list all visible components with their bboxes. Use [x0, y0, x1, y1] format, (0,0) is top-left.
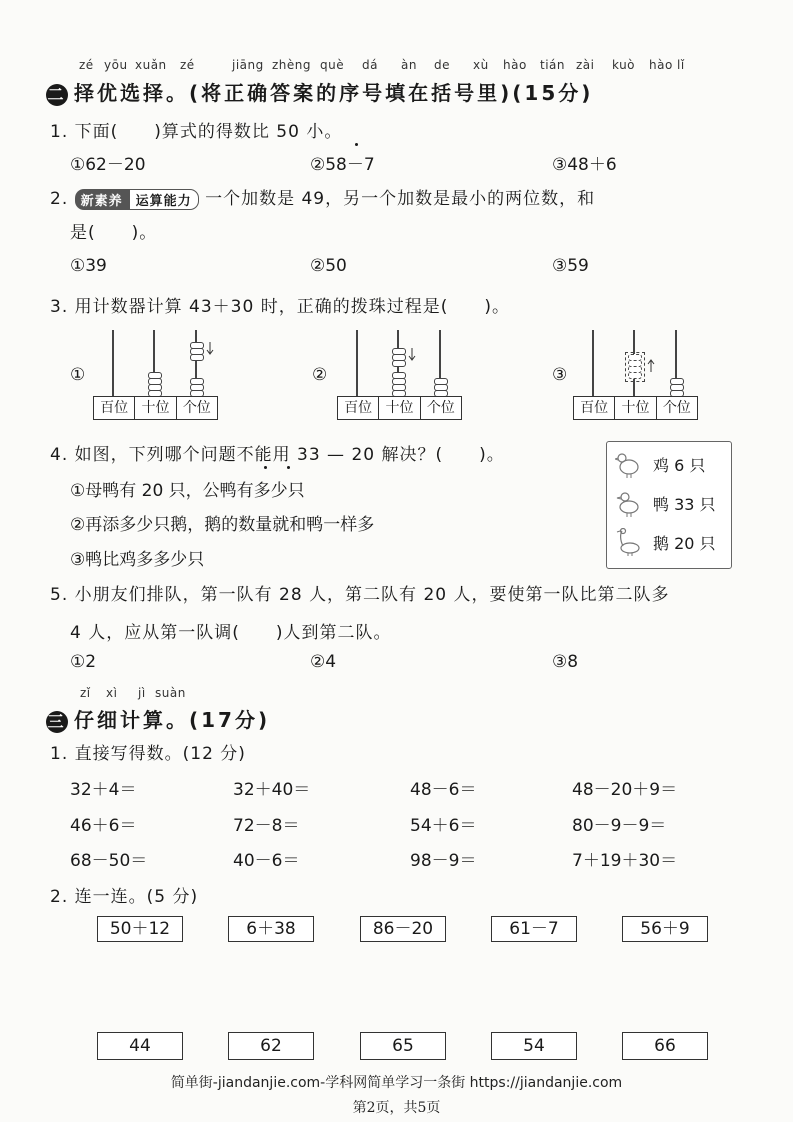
- chicken-icon: [615, 450, 641, 478]
- section2-title: [46, 77, 593, 106]
- abacus-base: [337, 396, 462, 420]
- bead: [670, 384, 684, 391]
- arrow-down-icon: [408, 348, 416, 362]
- option-1: ①39: [70, 256, 107, 276]
- section-title-text: 仔细计算。(17分): [74, 708, 271, 732]
- bead: [190, 354, 204, 361]
- pinyin: zǐ: [80, 686, 91, 700]
- pinyin: hào: [649, 58, 673, 72]
- section-title-text: 择优选择。(将正确答案的序号填在括号里)(15分): [74, 81, 594, 105]
- bead: [392, 348, 406, 355]
- bead: [190, 342, 204, 349]
- question-5: 5. 小朋友们排队，第一队有 28 人，第二队有 20 人，要使第一队比第二队多: [50, 585, 670, 605]
- match-answer-box[interactable]: 65: [360, 1032, 446, 1060]
- goose-icon: [615, 528, 641, 556]
- bead: [392, 360, 406, 367]
- abacus-rod: [356, 330, 358, 396]
- calc-item: 54＋6＝: [410, 816, 477, 836]
- calc-item: 72－8＝: [233, 816, 300, 836]
- bead: [392, 354, 406, 361]
- calc-item: 40－6＝: [233, 851, 300, 871]
- bead: [148, 384, 162, 391]
- option-2: ②50: [310, 256, 347, 276]
- bead: [434, 384, 448, 391]
- match-answer-box[interactable]: 44: [97, 1032, 183, 1060]
- abacus-rod: [592, 330, 594, 396]
- question-2: [50, 184, 595, 210]
- place-label: 百位: [94, 397, 135, 419]
- calc-item: 46＋6＝: [70, 816, 137, 836]
- place-label: 十位: [135, 397, 176, 419]
- match-expression-box[interactable]: 50＋12: [97, 916, 183, 942]
- calc-item: 80－9－9＝: [572, 816, 667, 836]
- option-1: ①62－20: [70, 155, 146, 175]
- pinyin: àn: [401, 58, 417, 72]
- question-text: 一个加数是 49，另一个加数是最小的两位数，和: [205, 189, 596, 209]
- abacus-rod: [112, 330, 114, 396]
- option-3: ③鸭比鸡多多少只: [70, 550, 205, 570]
- bead: [434, 378, 448, 385]
- dashed-frame: [625, 352, 645, 382]
- calc-item: 98－9＝: [410, 851, 477, 871]
- question-1: 1. 下面( )算式的得数比 50 小。: [50, 122, 343, 142]
- pinyin: jiāng: [232, 58, 264, 72]
- match-answer-box[interactable]: 66: [622, 1032, 708, 1060]
- abacus-base: [93, 396, 218, 420]
- emphasis-dot: [355, 143, 358, 146]
- question-2-line2: 是( )。: [70, 223, 158, 243]
- calc-item: 32＋4＝: [70, 780, 137, 800]
- option-2: ②4: [310, 652, 337, 672]
- legend-text: 鹅 20 只: [653, 533, 716, 553]
- calc-item: 48－6＝: [410, 780, 477, 800]
- question-4: 4. 如图，下列哪个问题不能用 33 — 20 解决？( )。: [50, 445, 505, 465]
- place-label: 个位: [182, 400, 211, 416]
- abacus-option-3: [573, 330, 698, 420]
- question-3: 3. 用计数器计算 43＋30 时，正确的拨珠过程是( )。: [50, 297, 510, 317]
- pinyin: lǐ: [677, 58, 685, 72]
- match-expression-box[interactable]: 6＋38: [228, 916, 314, 942]
- abacus-option-label: ③: [552, 365, 568, 385]
- place-label: 百位: [574, 397, 615, 419]
- option-1: ①母鸭有 20 只，公鸭有多少只: [70, 481, 305, 501]
- pinyin: zé: [79, 58, 94, 72]
- legend-text: 鸭 33 只: [653, 494, 716, 514]
- bead: [190, 348, 204, 355]
- match-expression-box[interactable]: 61－7: [491, 916, 577, 942]
- pinyin: xì: [106, 686, 118, 700]
- match-answer-box[interactable]: 62: [228, 1032, 314, 1060]
- bead: [392, 384, 406, 391]
- pinyin: suàn: [155, 686, 186, 700]
- legend-row: [615, 528, 716, 556]
- animal-legend: [606, 441, 732, 569]
- option-3: ③59: [552, 256, 589, 276]
- pinyin: dá: [362, 58, 378, 72]
- calc-item: 48－20＋9＝: [572, 780, 678, 800]
- arrow-down-icon: [206, 342, 214, 356]
- emphasis-dot: [264, 466, 267, 469]
- pinyin: zài: [576, 58, 595, 72]
- abacus-option-2: [337, 330, 462, 420]
- bead: [148, 378, 162, 385]
- bead: [670, 378, 684, 385]
- bead: [190, 378, 204, 385]
- watermark: 简单街-jiandanjie.com-学科网简单学习一条街 https://jiandanjie.com: [170, 1075, 623, 1091]
- page-number: 第2页，共5页: [352, 1100, 441, 1116]
- option-2: ②58－7: [310, 155, 375, 175]
- calc-item: 68－50＝: [70, 851, 148, 871]
- legend-text: 鸡 6 只: [653, 455, 706, 475]
- section3-title: [46, 704, 270, 733]
- question-number: 2.: [50, 189, 69, 209]
- place-label: 个位: [662, 400, 691, 416]
- abacus-base: [573, 396, 698, 420]
- match-expression-box[interactable]: 56＋9: [622, 916, 708, 942]
- emphasis-dot: [287, 466, 290, 469]
- pinyin: hào: [503, 58, 527, 72]
- calc-question-1: 1. 直接写得数。(12 分): [50, 744, 246, 764]
- place-label: 百位: [338, 397, 379, 419]
- calc-question-2: 2. 连一连。(5 分): [50, 887, 199, 907]
- pinyin: xù: [473, 58, 489, 72]
- pinyin: què: [320, 58, 345, 72]
- abacus-option-label: ①: [70, 365, 86, 385]
- option-3: ③48＋6: [552, 155, 617, 175]
- pinyin: de: [434, 58, 450, 72]
- pinyin: zé: [180, 58, 195, 72]
- abacus-option-label: ②: [312, 365, 328, 385]
- section-number-badge: 二: [47, 84, 67, 104]
- bead: [190, 384, 204, 391]
- option-2: ②再添多少只鹅，鹅的数量就和鸭一样多: [70, 515, 375, 535]
- bead: [148, 372, 162, 379]
- match-expression-box[interactable]: 86－20: [360, 916, 446, 942]
- pinyin: yōu: [104, 58, 128, 72]
- pinyin: kuò: [612, 58, 636, 72]
- bead: [392, 378, 406, 385]
- bead: [392, 372, 406, 379]
- calc-item: 32＋40＝: [233, 780, 311, 800]
- pinyin: zhèng: [272, 58, 312, 72]
- calc-item: 7＋19＋30＝: [572, 851, 678, 871]
- legend-row: [615, 450, 705, 478]
- option-3: ③8: [552, 652, 579, 672]
- place-label: 十位: [615, 397, 656, 419]
- question-5-line2: 4 人，应从第一队调( )人到第二队。: [70, 623, 392, 643]
- pinyin: xuǎn: [135, 58, 167, 72]
- legend-row: [615, 489, 716, 517]
- section-number-badge: 三: [47, 711, 67, 731]
- skill-tag: 运算能力: [129, 189, 199, 210]
- place-label: 十位: [379, 397, 420, 419]
- new-literacy-tag: 新素养: [75, 189, 129, 210]
- arrow-up-icon: [647, 358, 655, 372]
- duck-icon: [615, 489, 641, 517]
- place-label: 个位: [426, 400, 455, 416]
- pinyin: jì: [138, 686, 146, 700]
- abacus-option-1: [93, 330, 218, 420]
- match-answer-box[interactable]: 54: [491, 1032, 577, 1060]
- pinyin: tián: [540, 58, 565, 72]
- option-1: ①2: [70, 652, 97, 672]
